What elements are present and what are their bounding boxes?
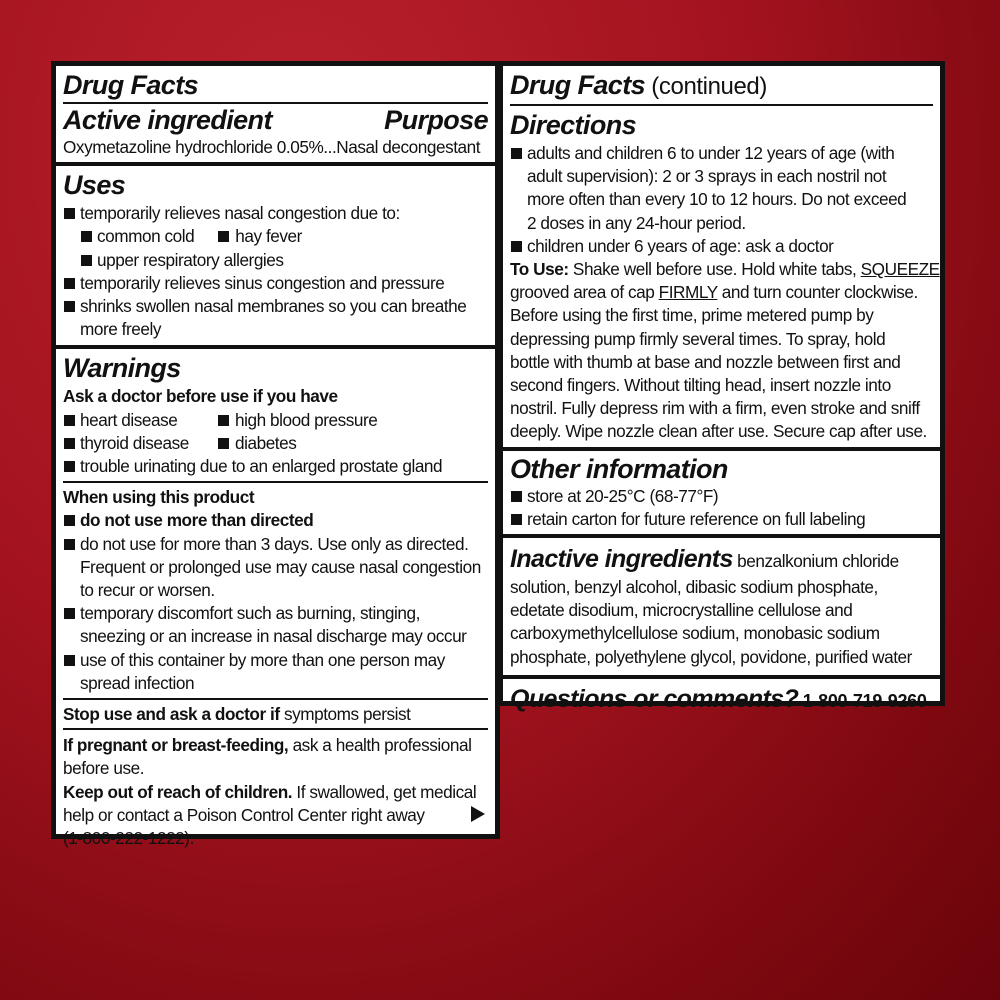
directions-heading: Directions [510, 110, 637, 140]
other-information-section [503, 451, 940, 538]
list-item: upper respiratory allergies [80, 249, 488, 272]
to-use-line: depressing pump firmly several times. To spray, hold [510, 328, 886, 349]
bullet-icon [81, 255, 92, 266]
bullet-icon [64, 438, 75, 449]
inactive-ingredients-section [503, 538, 940, 679]
inactive-ingredients-text: phosphate, polyethylene glycol, povidone, purified water [510, 646, 912, 667]
list-item: heart disease high blood pressure [63, 409, 488, 432]
inactive-ingredients-heading: Inactive ingredients [510, 545, 733, 574]
bullet-icon [64, 655, 75, 666]
to-use-line: second fingers. Without tilting head, insert nozzle into [510, 375, 891, 396]
bullet-icon [64, 461, 75, 472]
to-use-line: nostril. Fully depress rim with a firm, even stroke and sniff [510, 398, 920, 419]
list-item: children under 6 years of age: ask a doctor [510, 235, 933, 258]
active-ingredient-line: Oxymetazoline hydrochloride 0.05%...Nasal decongestant [63, 137, 481, 157]
pregnancy-warning: If pregnant or breast-feeding, ask a health professional [63, 735, 472, 756]
list-item-continued: Frequent or prolonged use may cause nasal congestion [80, 556, 481, 577]
questions-phone-number: 1-800-719-9260 [802, 690, 927, 711]
warnings-heading: Warnings [63, 353, 181, 384]
list-item: retain carton for future reference on full labeling [510, 508, 933, 531]
bullet-icon [218, 438, 229, 449]
list-item: do not use for more than 3 days. Use only as directed. [63, 533, 488, 556]
inactive-ingredients-text: solution, benzyl alcohol, dibasic sodium phosphate, [510, 577, 878, 598]
list-item-continued: to recur or worsen. [80, 580, 215, 601]
to-use-line: bottle with thumb at base and nozzle between first and [510, 351, 901, 372]
inactive-ingredients-text: carboxymethylcellulose sodium, monobasic sodium [510, 623, 880, 644]
uses-section [56, 166, 495, 349]
bullet-icon [511, 514, 522, 525]
list-item: temporarily relieves sinus congestion and pressure [63, 272, 488, 295]
bullet-icon [511, 241, 522, 252]
keep-out-warning: Keep out of reach of children. If swallowed, get medical [63, 781, 477, 802]
list-item-continued: adult supervision): 2 or 3 sprays in each nostril not [527, 166, 887, 187]
bullet-icon [511, 491, 522, 502]
keep-out-warning-continued: help or contact a Poison Control Center right away [63, 804, 425, 825]
inactive-ingredients-text: benzalkonium chloride [732, 551, 899, 572]
continue-arrow-icon [471, 806, 485, 822]
list-item: use of this container by more than one person may [63, 649, 488, 672]
bullet-icon [81, 231, 92, 242]
poison-control-number: (1-800-222-1222). [63, 828, 194, 849]
pregnancy-warning-continued: before use. [63, 758, 145, 779]
panel-title: Drug Facts [63, 68, 488, 104]
bullet-icon [64, 208, 75, 219]
list-item: do not use more than directed [63, 509, 488, 532]
bullet-icon [64, 608, 75, 619]
list-item-continued: more often than every 10 to 12 hours. Do not exceed [527, 189, 907, 210]
questions-section [503, 679, 940, 716]
when-using-heading: When using this product [63, 487, 255, 508]
list-item-continued: spread infection [63, 672, 488, 700]
to-use-line: To Use: Shake well before use. Hold white tabs, SQUEEZE [510, 259, 940, 280]
bullet-icon [511, 148, 522, 159]
panel-title-continued: Drug Facts (continued) [510, 68, 933, 106]
bullet-icon [64, 301, 75, 312]
inactive-ingredients-text: edetate disodium, microcrystalline cellulose and [510, 600, 853, 621]
list-item-continued: more freely [80, 319, 162, 340]
drug-facts-panel-right [498, 61, 945, 713]
active-ingredient-header [63, 104, 488, 136]
bullet-icon [64, 539, 75, 550]
bullet-icon [218, 231, 229, 242]
stop-use-line: Stop use and ask a doctor if symptoms persist [63, 700, 488, 730]
bullet-icon [218, 415, 229, 426]
list-item: temporary discomfort such as burning, stinging, [63, 602, 488, 625]
warnings-section [56, 349, 495, 850]
bullet-icon [64, 415, 75, 426]
to-use-line: grooved area of cap FIRMLY and turn counter clockwise. [510, 282, 918, 303]
to-use-line: Before using the first time, prime metered pump by [510, 305, 874, 326]
list-item: store at 20-25°C (68-77°F) [510, 485, 933, 508]
drug-facts-panel-left [51, 61, 500, 849]
bullet-icon [64, 515, 75, 526]
list-item: thyroid disease diabetes [63, 432, 488, 455]
list-item: shrinks swollen nasal membranes so you can breathe [63, 295, 488, 318]
purpose-heading: Purpose [384, 105, 488, 135]
directions-section [503, 106, 940, 451]
list-item-continued: sneezing or an increase in nasal discharge may occur [80, 626, 467, 647]
list-item-continued: 2 doses in any 24-hour period. [527, 212, 746, 233]
bullet-icon [64, 278, 75, 289]
uses-heading: Uses [63, 170, 126, 201]
other-information-heading: Other information [510, 453, 728, 484]
list-item: trouble urinating due to an enlarged prostate gland [63, 455, 488, 483]
list-item: temporarily relieves nasal congestion due to: [63, 202, 488, 225]
to-use-line: deeply. Wipe nozzle clean after use. Secure cap after use. [510, 421, 927, 442]
questions-heading: Questions or comments? [510, 684, 799, 713]
list-item: adults and children 6 to under 12 years of age (with [510, 142, 933, 165]
active-ingredient-heading: Active ingredient [63, 105, 272, 135]
list-item: common cold hay fever [80, 225, 488, 248]
ask-doctor-heading: Ask a doctor before use if you have [63, 386, 338, 407]
